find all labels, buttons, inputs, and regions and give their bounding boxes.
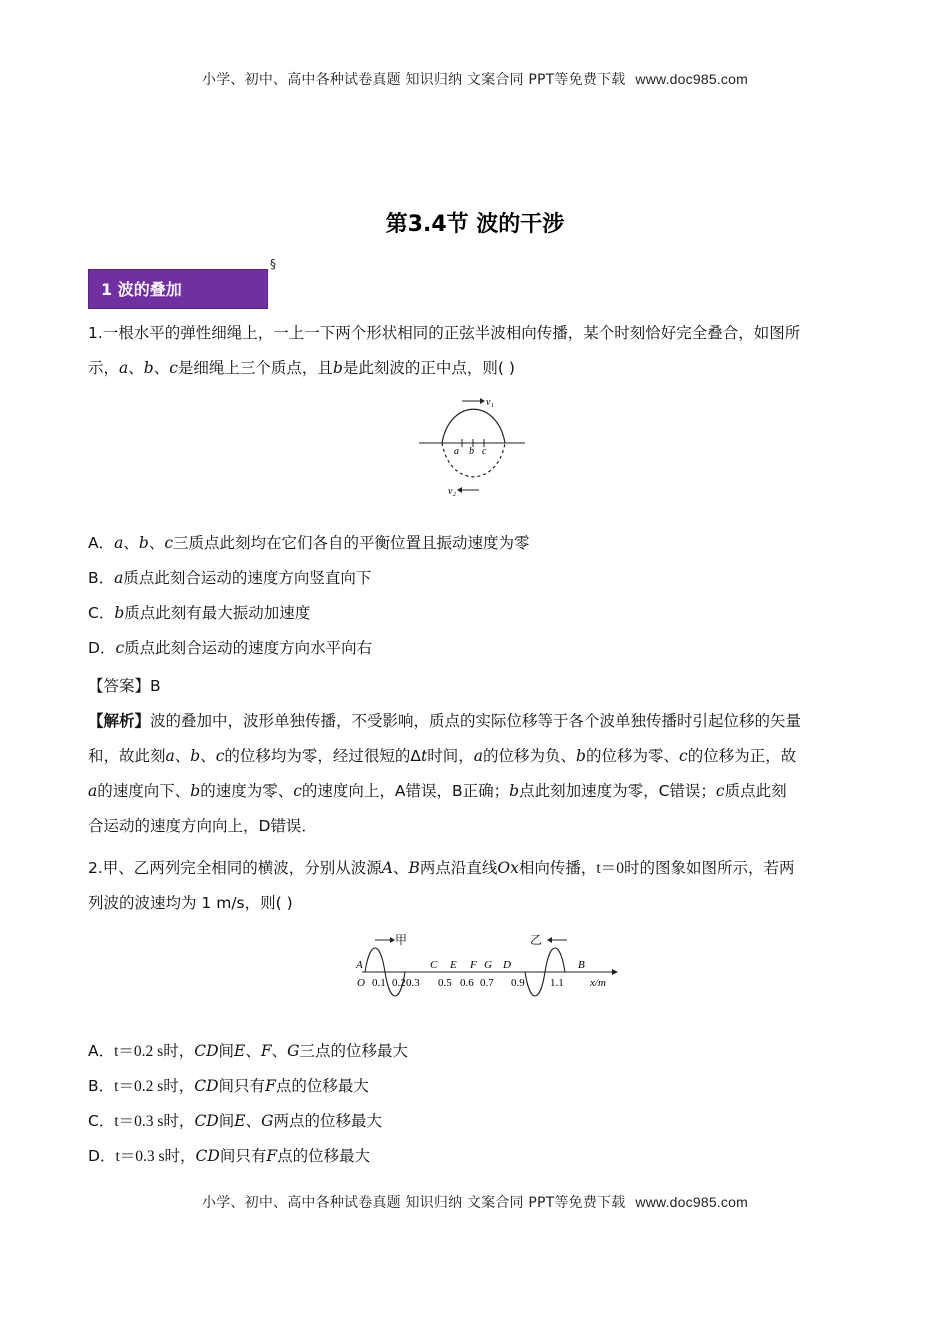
- q1-answer-block: [88, 669, 868, 844]
- banner-url[interactable]: www.doc985.com: [635, 71, 748, 87]
- label-E: E: [450, 959, 457, 971]
- section-mark: §: [270, 257, 276, 271]
- banner-text: 小学、初中、高中各种试卷真题 知识归纳 文案合同 PPT等免费下载: [202, 72, 626, 88]
- point-a: a: [454, 446, 459, 457]
- label-D: D: [503, 959, 511, 971]
- tick-1.1: 1.1: [550, 977, 564, 989]
- v2-label: v₂: [448, 486, 456, 497]
- label-F: F: [470, 959, 477, 971]
- q1-analysis-line4: 合运动的速度方向向上，D错误．: [88, 817, 317, 835]
- v1-label: v₁: [486, 397, 494, 408]
- header-banner: [0, 69, 950, 89]
- q1-stem-line1: 1.一根水平的弹性细绳上，一上一下两个形状相同的正弦半波相向传播，某个时刻恰好完全叠合，如图所: [88, 324, 801, 342]
- q1-option-b[interactable]: B．a质点此刻合运动的速度方向竖直向下: [88, 569, 372, 587]
- q1-stem-line2: 示，a、b、c是细绳上三个质点，且b是此刻波的正中点，则( ): [88, 359, 515, 377]
- yi-label: 乙: [530, 933, 543, 947]
- q2-option-c[interactable]: C．t＝0.3 s时，CD间E、G两点的位移最大: [88, 1112, 382, 1130]
- label-O: O: [357, 977, 365, 989]
- tick-0.5: 0.5: [438, 977, 452, 989]
- tick-0.6: 0.6: [460, 977, 474, 989]
- tick-0.1: 0.1: [372, 977, 386, 989]
- q1-figure: [415, 393, 530, 498]
- axis-label: x/m: [590, 977, 606, 989]
- q1-analysis-line1: 【解析】波的叠加中，波形单独传播，不受影响，质点的实际位移等于各个波单独传播时引起位移的矢量: [88, 712, 802, 730]
- label-C: C: [430, 959, 438, 971]
- q1-answer: 【答案】B: [88, 677, 161, 695]
- q2-option-b[interactable]: B．t＝0.2 s时，CD间只有F点的位移最大: [88, 1077, 369, 1095]
- q1-option-c[interactable]: C．b质点此刻有最大振动加速度: [88, 604, 311, 622]
- q1-stem: [88, 316, 868, 386]
- page-title: 第3.4节 波的干涉: [385, 212, 565, 237]
- q1-analysis-line2: 和，故此刻a、b、c的位移均为零，经过很短的Δt时间，a的位移为负、b的位移为零、c的位移为正，故: [88, 747, 797, 765]
- tick-0.3: 0.3: [406, 977, 420, 989]
- point-b: b: [469, 446, 474, 457]
- q2-stem-line1: 2.甲、乙两列完全相同的横波，分别从波源A、B两点沿直线Ox相向传播，t＝0时的图象如图所示，若两: [88, 859, 795, 877]
- q1-analysis-line3: a的速度向下、b的速度为零、c的速度向上，A错误，B正确；b点此刻加速度为零，C错误；c质点此刻: [88, 782, 787, 800]
- label-B: B: [578, 959, 585, 971]
- q2-stem: [88, 851, 868, 921]
- q1-option-d[interactable]: D．c质点此刻合运动的速度方向水平向右: [88, 639, 373, 657]
- q1-option-a[interactable]: A．a、b、c三质点此刻均在它们各自的平衡位置且振动速度为零: [88, 534, 530, 552]
- q2-stem-line2: 列波的波速均为 1 m/s，则( ): [88, 894, 293, 912]
- section-heading: 1 波的叠加: [88, 269, 268, 309]
- jia-label: 甲: [395, 933, 408, 947]
- q2-figure: [350, 930, 620, 1000]
- tick-0.9: 0.9: [511, 977, 525, 989]
- label-G: G: [484, 959, 492, 971]
- tick-0.2: 0.2: [392, 977, 406, 989]
- banner-text: 小学、初中、高中各种试卷真题 知识归纳 文案合同 PPT等免费下载: [202, 1195, 626, 1211]
- tick-0.7: 0.7: [480, 977, 494, 989]
- q2-option-d[interactable]: D．t＝0.3 s时，CD间只有F点的位移最大: [88, 1147, 371, 1165]
- footer-banner: [0, 1192, 950, 1212]
- point-c: c: [482, 446, 487, 457]
- banner-url[interactable]: www.doc985.com: [635, 1194, 748, 1210]
- upper-half-wave: [442, 409, 505, 443]
- label-A: A: [356, 959, 363, 971]
- q2-option-a[interactable]: A．t＝0.2 s时，CD间E、F、G三点的位移最大: [88, 1042, 409, 1060]
